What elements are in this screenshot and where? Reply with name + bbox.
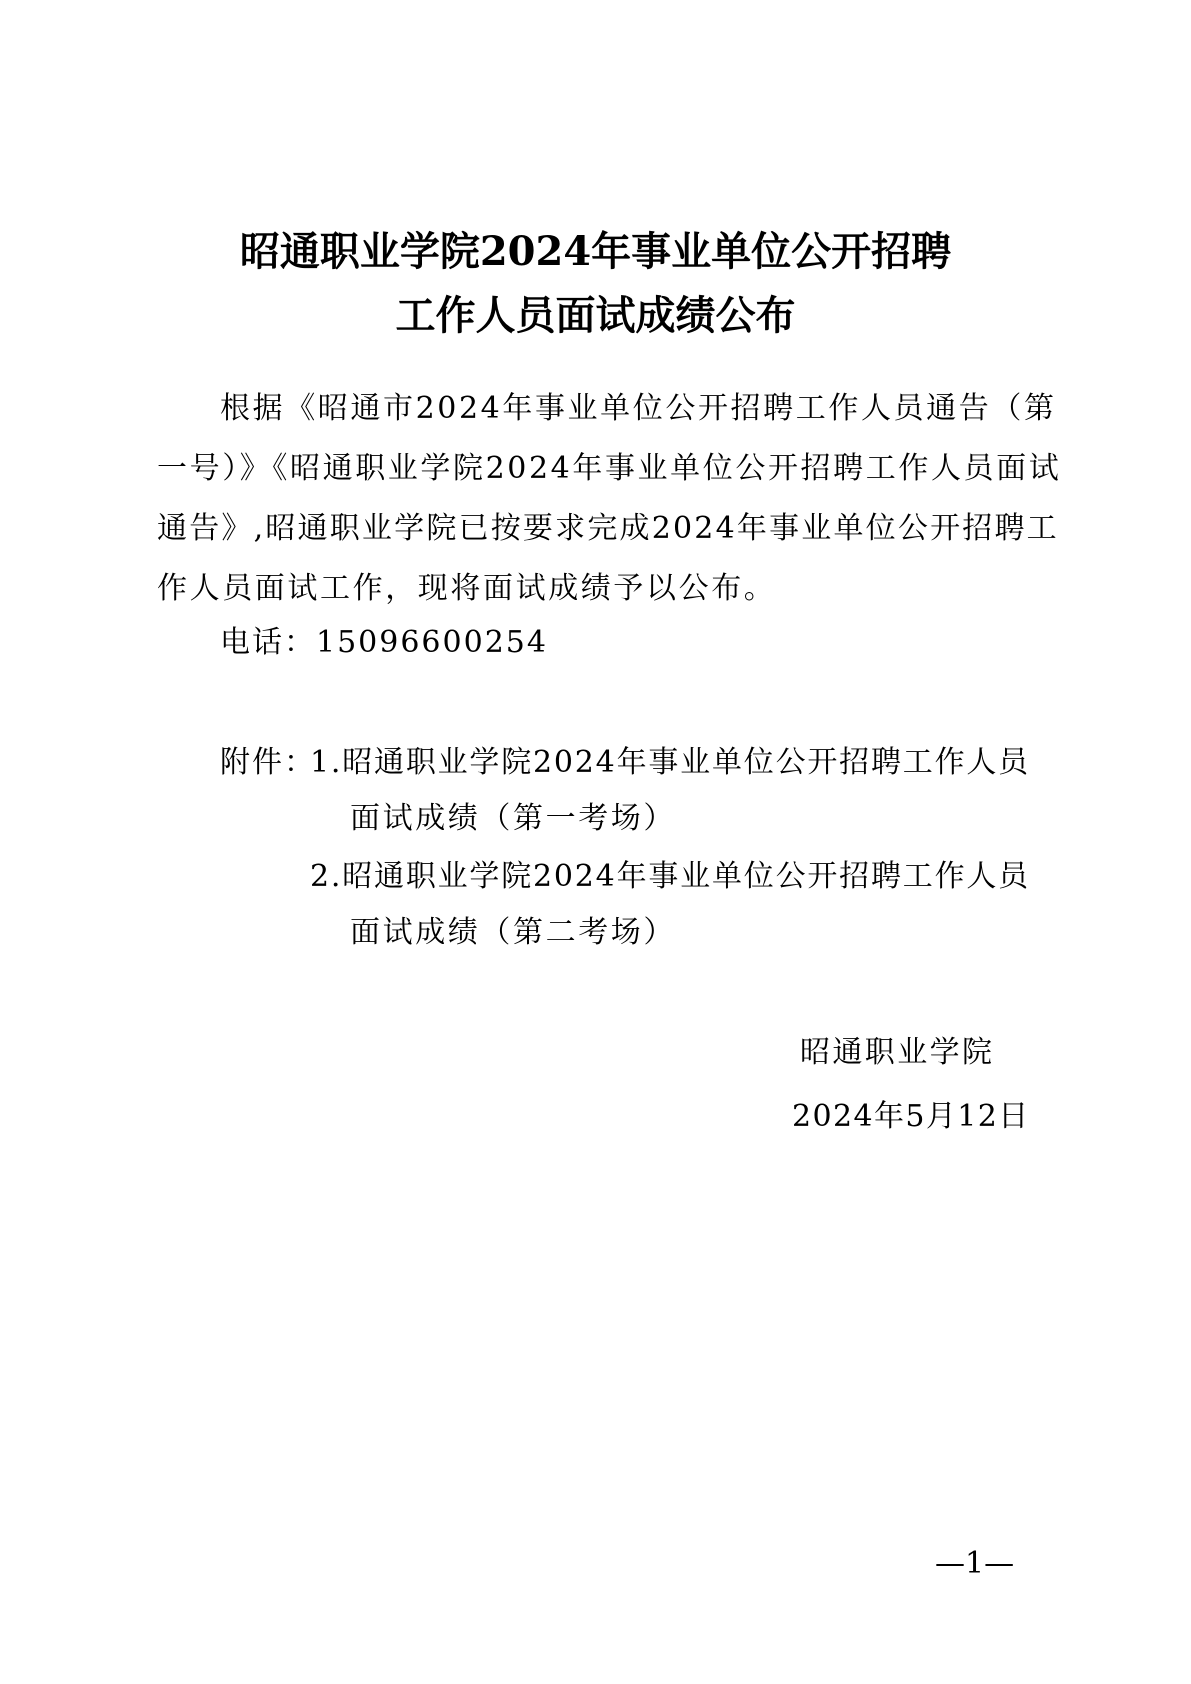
attachment-item-1-line-1: 1.昭通职业学院2024年事业单位公开招聘工作人员 — [310, 745, 1030, 780]
document-title-line-1: 昭通职业学院2024年事业单位公开招聘 — [239, 228, 952, 275]
paragraph-line: 一号）》《昭通职业学院2024年事业单位公开招聘工作人员面试 — [157, 451, 1062, 486]
attachment-item-2-line-2: 面试成绩（第二考场） — [350, 915, 676, 950]
document-title-line-2: 工作人员面试成绩公布 — [395, 292, 796, 339]
issuer-name: 昭通职业学院 — [800, 1035, 995, 1070]
paragraph-line: 通告》,昭通职业学院已按要求完成2024年事业单位公开招聘工 — [157, 511, 1059, 546]
phone-number: 电话：15096600254 — [220, 625, 548, 660]
attachments-label: 附件： — [220, 745, 316, 780]
issue-date: 2024年5月12日 — [792, 1099, 1030, 1134]
paragraph-line: 根据《昭通市2024年事业单位公开招聘工作人员通告（第 — [220, 391, 1057, 426]
attachment-item-1-line-2: 面试成绩（第一考场） — [350, 801, 676, 836]
attachment-item-2-line-1: 2.昭通职业学院2024年事业单位公开招聘工作人员 — [310, 859, 1030, 894]
paragraph-line: 作人员面试工作，现将面试成绩予以公布。 — [157, 571, 777, 606]
page-number: —1— — [935, 1546, 1015, 1581]
